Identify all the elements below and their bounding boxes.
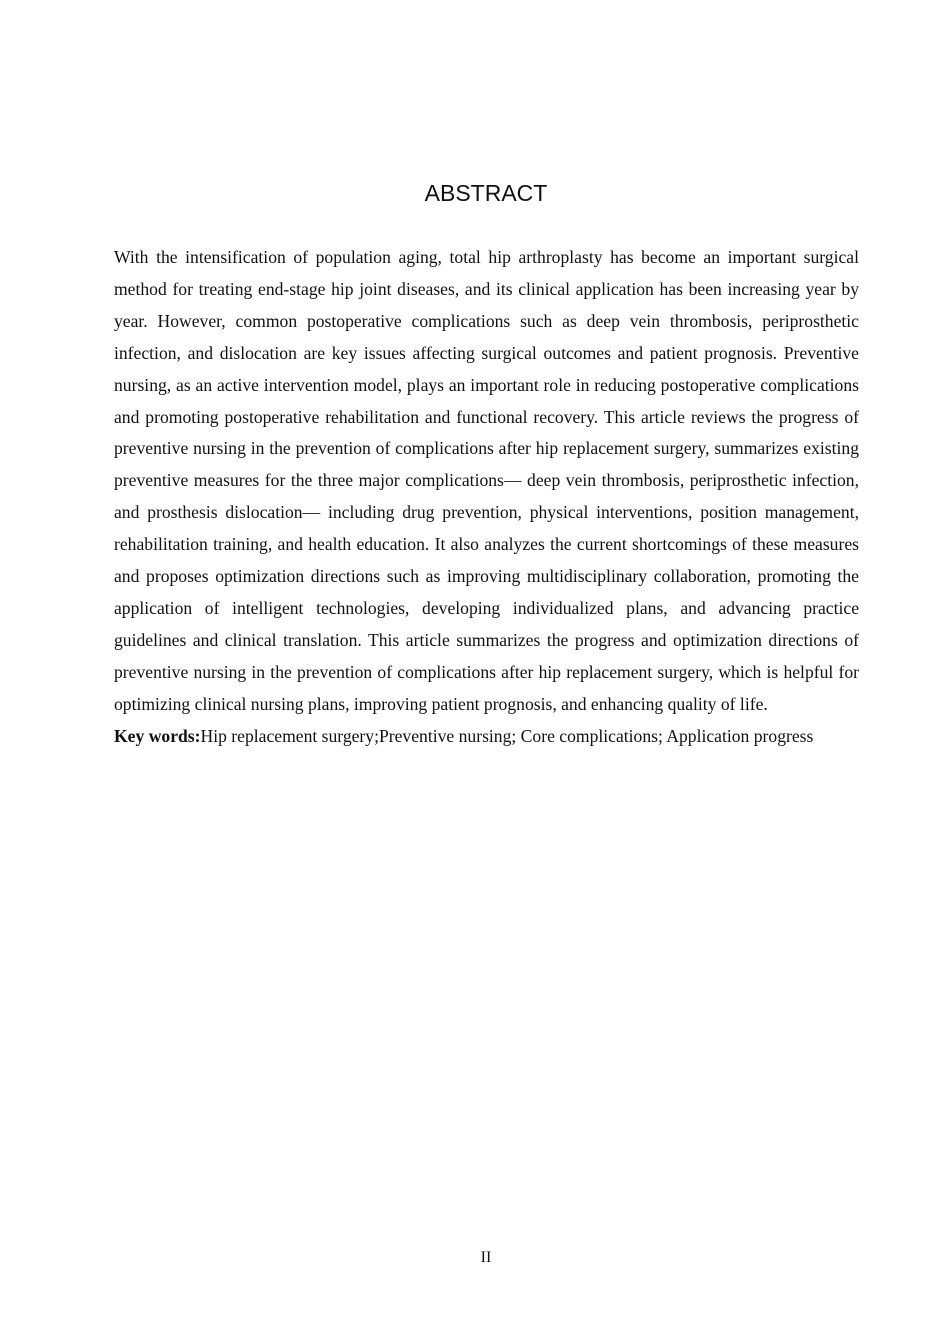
- abstract-paragraph: With the intensification of population aging, total hip arthroplasty has become an important surgical method for treating end-stage hip joint diseases, and its clinical application has been increasing year by year. However, common postoperative complications such as deep vein thrombosis, periprosthetic infection, and dislocation are key issues affecting surgical outcomes and patient prognosis. Preventive nursing, as an active intervention model, plays an important role in reducing postoperative complications and promoting postoperative rehabilitation and functional recovery. This article reviews the progress of preventive nursing in the prevention of complications after hip replacement surgery, summarizes existing preventive measures for the three major complications— deep vein thrombosis, periprosthetic infection, and prosthesis dislocation— including drug prevention, physical interventions, position management, rehabilitation training, and health education. It also analyzes the current shortcomings of these measures and proposes optimization directions such as improving multidisciplinary collaboration, promoting the application of intelligent technologies, developing individualized plans, and advancing practice guidelines and clinical translation. This article summarizes the progress and optimization directions of preventive nursing in the prevention of complications after hip replacement surgery, which is helpful for optimizing clinical nursing plans, improving patient prognosis, and enhancing quality of life.: [114, 247, 859, 714]
- keywords-text: Hip replacement surgery;Preventive nursing; Core complications; Application progress: [200, 725, 814, 746]
- abstract-body: [114, 242, 859, 753]
- abstract-title: ABSTRACT: [424, 180, 548, 206]
- keywords-line: [114, 721, 859, 753]
- page-number: II: [480, 1249, 492, 1266]
- keywords-label: Key words:: [114, 725, 201, 746]
